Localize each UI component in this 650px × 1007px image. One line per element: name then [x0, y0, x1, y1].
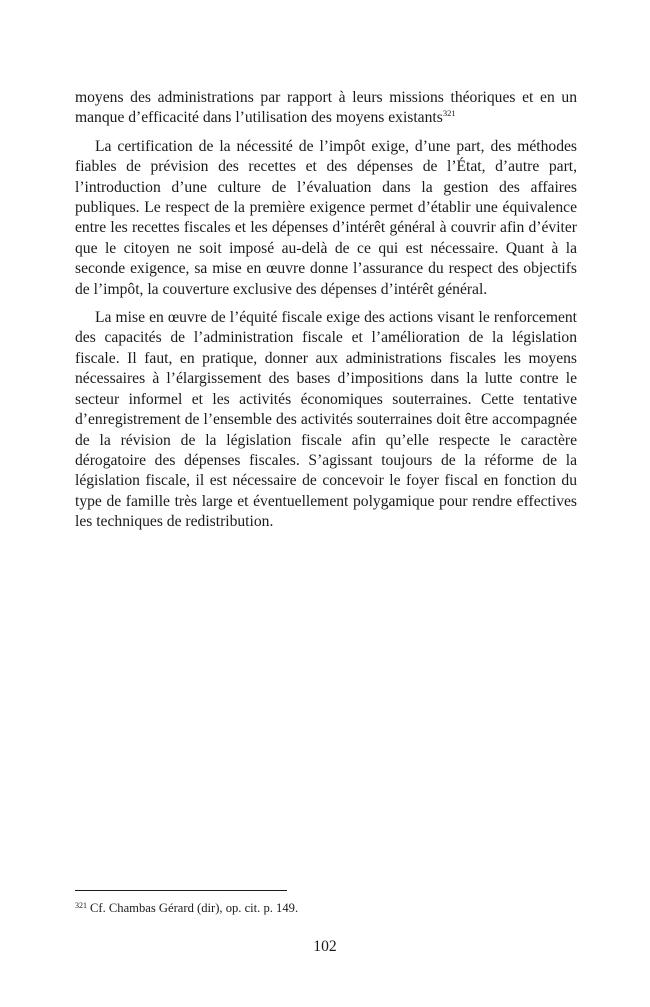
- page-body: [75, 88, 577, 541]
- paragraph-continuation-text: moyens des administrations par rapport à leurs missions théoriques et en un manque d’efficacité dans l’utilisation des moyens existants: [75, 89, 577, 127]
- footnote-text: Cf. Chambas Gérard (dir), op. cit. p. 149.: [90, 901, 299, 915]
- footnote: [75, 900, 577, 916]
- page-number: 102: [313, 938, 337, 955]
- footnote-reference[interactable]: 321: [442, 108, 456, 119]
- footnote-number: 321: [75, 901, 87, 910]
- paragraph-certification: La certification de la nécessité de l’impôt exige, d’une part, des méthodes fiables de prévision des recettes et des dépenses de l’État, d’autre part, l’introduction d’une culture de l’évaluation dans la gestion des affaires publiques. Le respect de la première exigence permet d’établir une équivalence entre les recettes fiscales et les dépenses d’intérêt général à couvrir afin d’éviter que le citoyen ne soit imposé au-delà de ce qui est nécessaire. Quant à la seconde exigence, sa mise en œuvre donne l’assurance du respect des objectifs de l’impôt, la couverture exclusive des dépenses d’intérêt général.: [75, 137, 577, 298]
- paragraph-continuation: [75, 88, 577, 129]
- footnote-divider: [75, 890, 287, 891]
- paragraph-equite-fiscale: La mise en œuvre de l’équité fiscale exige des actions visant le renforcement des capacités de l’administration fiscale et l’amélioration de la législation fiscale. Il faut, en pratique, donner aux administrations fiscales les moyens nécessaires à l’élargissement des bases d’impositions dans la lutte contre le secteur informel et les activités économiques souterraines. Cette tentative d’enregistrement de l’ensemble des activités souterraines doit être accompagnée de la révision de la législation fiscale afin qu’elle respecte le caractère dérogatoire des dépenses fiscales. S’agissant toujours de la réforme de la législation fiscale, il est nécessaire de concevoir le foyer fiscal en fonction du type de famille très large et éventuellement polygamique pour rendre effectives les techniques de redistribution.: [75, 309, 577, 531]
